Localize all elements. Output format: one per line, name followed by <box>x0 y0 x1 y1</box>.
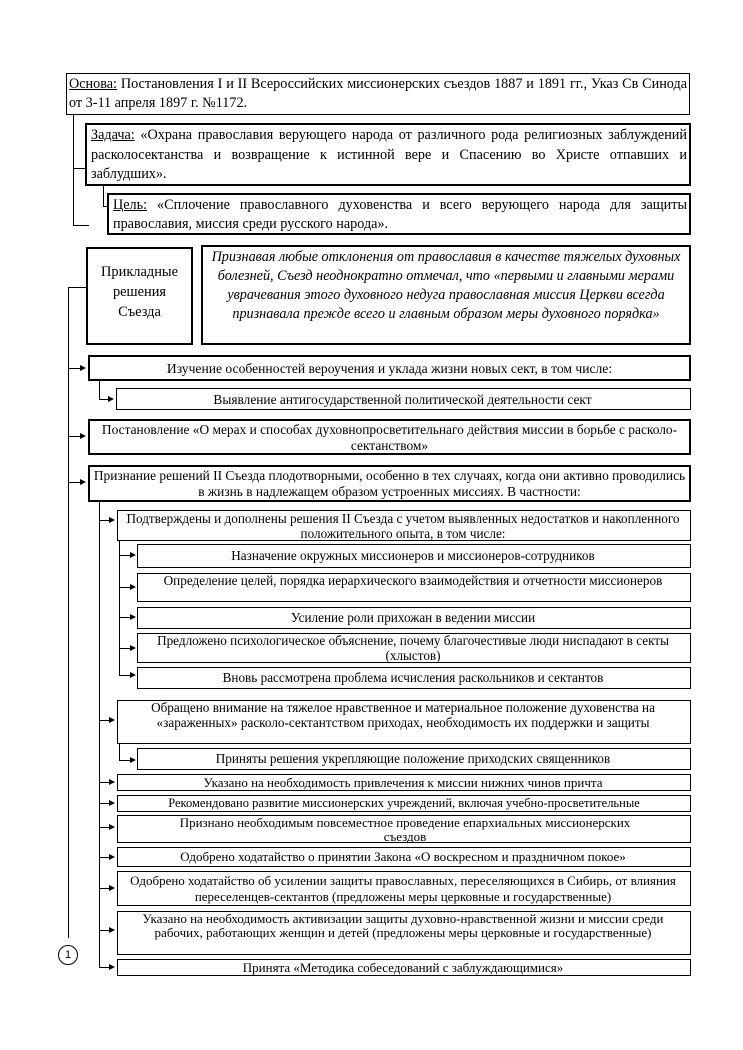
confirmed-box <box>117 510 691 541</box>
connector <box>99 381 100 400</box>
goal-text: Цель: «Сплочение православного духовенства и всего верующего народа для защиты православия, миссия среди русского народа». <box>113 197 687 232</box>
applied-title: Прикладные решения Съезда <box>101 264 178 320</box>
confirmed-sub-text: Определение целей, порядка иерархического взаимодействия и отчетности миссионеров <box>163 573 663 588</box>
applied-quote: Признавая любые отклонения от православия в качестве тяжелых духовных болезней, Съезд неоднократно отмечал, что «первыми и главными мерами уврачевания этого духовного недуга православная миссия Церкви всегда признавала прежде всего и главным образом меры духовного порядка» <box>211 249 681 322</box>
study-sects-box <box>88 355 691 381</box>
list-item-text: Принята «Методика собеседований с заблуждающимися» <box>242 960 564 975</box>
goal-label: Цель: <box>113 197 148 213</box>
list-item <box>117 815 691 843</box>
list-item <box>117 774 691 791</box>
list-item <box>117 847 691 867</box>
confirmed-sub-box <box>137 667 691 689</box>
arrow-icon <box>109 927 115 933</box>
confirmed-sub-text: Предложено психологическое объяснение, почему благочестивые люди ниспадают в секты (хлыстов) <box>157 633 669 663</box>
list-item-text: Указано на необходимость привлечения к миссии нижних чинов причта <box>203 775 603 790</box>
list-item <box>117 911 691 955</box>
sub-trunk <box>99 502 100 931</box>
page-connector-circle: 1 <box>58 945 78 965</box>
confirmed-sub-box <box>137 607 691 629</box>
arrow-icon <box>109 885 115 891</box>
list-item <box>117 959 691 976</box>
basis-text: Основа: Постановления I и II Всероссийских миссионерских съездов 1887 и 1891 гг., Указ Св Синода от 3-11 апреля 1897 г. №1172. <box>69 76 687 111</box>
arrow-icon <box>130 672 136 678</box>
arrow-icon <box>130 614 136 620</box>
connector <box>73 115 74 226</box>
arrow-icon <box>80 365 86 371</box>
resolution-box <box>88 419 691 455</box>
main-trunk <box>68 287 69 938</box>
connector <box>99 931 100 967</box>
attention-box <box>117 700 691 744</box>
arrow-icon <box>109 854 115 860</box>
connector <box>68 436 80 437</box>
list-item <box>117 795 691 812</box>
list-item-text: Указано на необходимость активизации защиты духовно-нравственной жизни и миссии среди рабочих, работающих женщин и детей (предложены меры церковные и государственные) <box>142 911 664 940</box>
task-text: Задача: «Охрана православия верующего народа от различного рода религиозных заблуждений расколосектанства и возвращение к истинной вере и Спасению во Христе отпавших и заблудших». <box>91 127 687 182</box>
connector <box>119 744 120 760</box>
confirmed-sub-box <box>137 633 691 663</box>
arrow-icon <box>109 717 115 723</box>
applied-title-box <box>86 247 193 345</box>
connector <box>68 287 86 288</box>
connector <box>119 541 120 675</box>
study-sub-text: Выявление антигосударственной политической деятельности сект <box>213 392 592 407</box>
confirmed-text: Подтверждены и дополнены решения II Съезда с учетом выявленных недостатков и накопленного положительного опыта, в том числе: <box>126 511 680 541</box>
applied-quote-box <box>201 245 691 345</box>
arrow-icon <box>109 964 115 970</box>
arrow-icon <box>80 433 86 439</box>
list-item-text: Одобрено ходатайство о принятии Закона «О воскресном и праздничном покое» <box>180 849 626 864</box>
attention-sub-box <box>137 748 691 770</box>
connector <box>68 368 80 369</box>
basis-label: Основа: <box>69 76 117 92</box>
arrow-icon <box>109 517 115 523</box>
list-item-text: Рекомендовано развитие миссионерских учреждений, включая учебно-просветительные <box>168 796 640 810</box>
basis-box <box>66 73 690 115</box>
arrow-icon <box>109 824 115 830</box>
attention-sub-text: Приняты решения укрепляющие положение приходских священников <box>215 751 611 766</box>
task-box <box>85 123 691 186</box>
task-label: Задача: <box>91 127 135 143</box>
list-item-text: Признано необходимым повсеместное проведение епархиальных миссионерских съездов <box>179 815 631 844</box>
goal-box <box>107 193 691 235</box>
list-item-text: Одобрено ходатайство об усилении защиты православных, переселяющихся в Сибирь, от влияния переселенцев-сектантов (предложены меры церковные и государственные) <box>130 873 676 904</box>
confirmed-sub-text: Назначение окружных миссионеров и миссионеров-сотрудников <box>231 548 595 563</box>
study-sub-box <box>116 388 691 410</box>
connector <box>103 186 104 206</box>
confirmed-sub-box <box>137 573 691 602</box>
attention-text: Обращено внимание на тяжелое нравственное и материальное положение духовенства на «зараженных» расколо-сектантством приходах, необходимость их поддержки и защиты <box>151 700 655 730</box>
list-item <box>117 871 691 906</box>
study-sects-text: Изучение особенностей вероучения и уклада жизни новых сект, в том числе: <box>166 361 613 376</box>
arrow-icon <box>130 552 136 558</box>
connector <box>73 225 89 226</box>
arrow-icon <box>109 800 115 806</box>
confirmed-sub-text: Вновь рассмотрена проблема исчисления раскольников и сектантов <box>222 670 604 685</box>
connector <box>68 482 80 483</box>
arrow-icon <box>130 757 136 763</box>
resolution-text: Постановление «О мерах и способах духовнопросветительнаго действия миссии в борьбе с расколо-сектанством» <box>101 422 678 453</box>
confirmed-sub-box <box>137 544 691 568</box>
confirmed-sub-text: Усиление роли прихожан в ведении миссии <box>290 610 536 625</box>
arrow-icon <box>130 584 136 590</box>
arrow-icon <box>108 396 114 402</box>
arrow-icon <box>130 645 136 651</box>
recognition-box <box>88 465 691 502</box>
arrow-icon <box>109 779 115 785</box>
recognition-text: Признание решений II Съезда плодотворными, особенно в тех случаях, когда они активно проводились в жизнь в надлежащем образом устроенных миссиях. В частности: <box>93 468 686 499</box>
arrow-icon <box>80 479 86 485</box>
